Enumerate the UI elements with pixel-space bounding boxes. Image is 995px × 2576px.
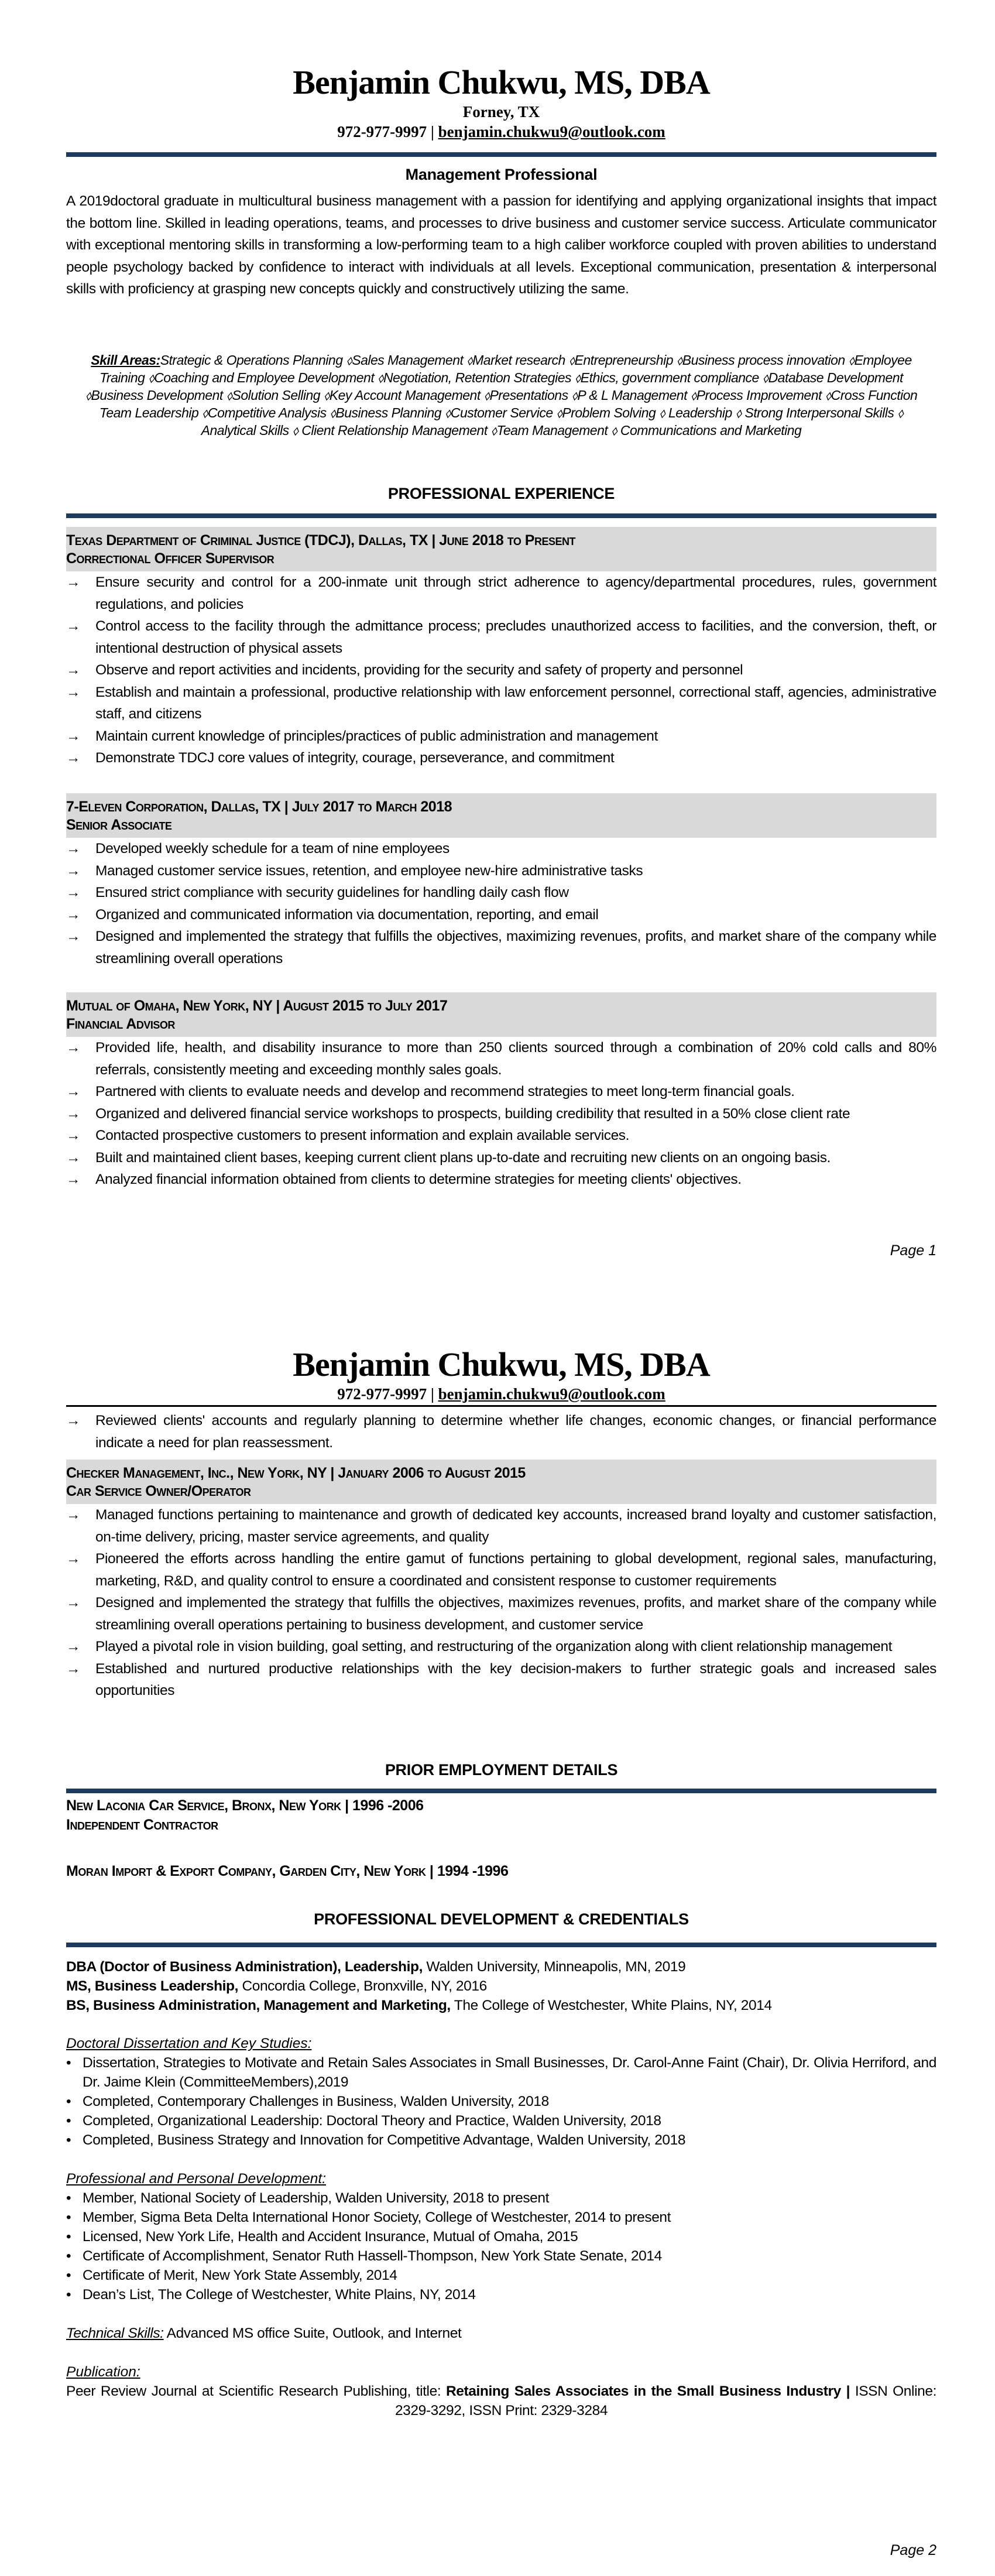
job-mutual-continued	[66, 1410, 936, 1454]
credentials-rule	[66, 1943, 936, 1947]
technical-skills-label: Technical Skills:	[66, 2325, 164, 2341]
bullet-text: Certificate of Accomplishment, Senator Ruth Hassell-Thompson, New York State Senate, 2014	[83, 2248, 662, 2264]
bullet-item	[66, 615, 936, 659]
development-label: Professional and Personal Development:	[66, 2171, 326, 2187]
degree-name: BS, Business Administration, Management and Marketing,	[66, 1998, 451, 2013]
employer: Mutual of Omaha, New York, NY | August 2015 to July 2017	[66, 998, 448, 1014]
page-number-2: Page 2	[890, 2542, 936, 2558]
bullet-text: Reviewed clients' accounts and regularly planning to determine whether life changes, economic changes, or financial performance indicate a need for plan reassessment.	[95, 1413, 936, 1451]
arrow-right-icon: →	[66, 1413, 81, 1429]
bullet-item	[66, 838, 936, 860]
bullet-text: Built and maintained client bases, keeping current client plans up-to-date and recruiting new clients on an ongoing basis.	[95, 1149, 831, 1166]
bullet-item	[66, 681, 936, 725]
publication-text	[66, 2382, 936, 2420]
technical-skills-text: Advanced MS office Suite, Outlook, and Internet	[163, 2325, 462, 2341]
prior-rule	[66, 1789, 936, 1793]
email-link[interactable]: benjamin.chukwu9@outlook.com	[438, 123, 665, 141]
bullet-text: Pioneered the efforts across handling the entire gamut of functions pertaining to global development, regional sales, manufacturing, marketing, R&D, and quality control to ensure a coordinated and consistent response to customer requirements	[95, 1551, 936, 1589]
arrow-right-icon: →	[66, 1149, 81, 1166]
arrow-right-icon: →	[66, 662, 81, 678]
job-role: Financial Advisor	[66, 1016, 175, 1032]
separator: |	[430, 1385, 434, 1403]
skill-areas-list: Strategic & Operations Planning ⬨Sales Management ⬨Market research ⬨Entrepreneurship ⬨Business process innovation ⬨Employee Training ⬨Coaching and Employee Development ⬨Negotiation, Retention Strategies ⬨Ethics, government compliance ⬨Database Development ⬨Business Development ⬨Solution Selling ⬨Key Account Management ⬨Presentations ⬨P & L Management ⬨Process Improvement ⬨Cross Function Team Leadership ⬨Competitive Analysis ⬨Business Planning ⬨Customer Service ⬨Problem Solving ⬨ Leadership ⬨ Strong Interpersonal Skills ⬨ Analytical Skills ⬨ Client Relationship Management ⬨Team Management ⬨ Communications and Marketing	[85, 352, 918, 438]
summary-text: A 2019doctoral graduate in multicultural business management with a passion for identifying and applying organizational insights that impact the bottom line. Skilled in leading operations, teams, and processes to drive business and customer service success. Articulate communicator with exceptional mentoring skills in transforming a low-performing team to a high caliber workforce coupled with proven abilities to understand people psychology backed by confidence to interact with individuals at all levels. Exceptional communication, presentation & interpersonal skills with proficiency at grasping new concepts quickly and constructively utilizing the same.	[66, 193, 936, 297]
arrow-right-icon: →	[66, 1639, 81, 1654]
credentials-title: PROFESSIONAL DEVELOPMENT & CREDENTIALS	[314, 1910, 689, 1928]
phone: 972-977-9997	[337, 123, 427, 141]
bullet-item	[66, 2092, 936, 2111]
experience-rule	[66, 513, 936, 518]
employer: Checker Management, Inc., New York, NY | January 2006 to August 2015	[66, 1465, 526, 1481]
bullet-text: Provided life, health, and disability insurance to more than 250 clients sourced through a combination of 20% cold calls and 80% referrals, consistently meeting and exceeding monthly sales goals.	[95, 1040, 936, 1078]
bullet-text: Certificate of Merit, New York State Assembly, 2014	[83, 2267, 397, 2283]
bullet-icon: •	[66, 2132, 71, 2148]
bullet-icon: •	[66, 2055, 71, 2071]
degree-school: Concordia College, Bronxville, NY, 2016	[238, 1978, 487, 1994]
bullet-icon: •	[66, 2248, 71, 2264]
bullet-item	[66, 904, 936, 926]
resume-header	[66, 63, 936, 142]
arrow-right-icon: →	[66, 750, 81, 766]
bullet-text: Observe and report activities and incidents, providing for the security and safety of property and personnel	[95, 662, 743, 678]
bullet-text: Dissertation, Strategies to Motivate and Retain Sales Associates in Small Businesses, Dr. Carol-Anne Faint (Chair), Dr. Olivia Herriford, and Dr. Jaime Klein (CommitteeMembers),2019	[83, 2055, 936, 2090]
degree-item	[66, 1996, 936, 2015]
job-role: Correctional Officer Supervisor	[66, 550, 275, 567]
publication-prefix: Peer Review Journal at Scientific Research Publishing, title:	[66, 2383, 446, 2399]
bullet-item	[66, 1147, 936, 1169]
bullet-text: Contacted prospective customers to present information and explain available services.	[95, 1128, 630, 1143]
bullet-text: Managed functions pertaining to maintenance and growth of dedicated key accounts, increased brand loyalty and customer satisfaction, on-time delivery, pricing, master service agreements, and quality	[95, 1507, 936, 1545]
job-role: Independent Contractor	[66, 1817, 218, 1833]
employer: 7-Eleven Corporation, Dallas, TX | July 2017 to March 2018	[66, 799, 452, 815]
bullet-text: Control access to the facility through the admittance process; precludes unauthorized access to facilities, and the conversion, theft, or intentional destruction of physical assets	[95, 618, 936, 656]
bullet-item	[66, 1410, 936, 1454]
arrow-right-icon: →	[66, 906, 81, 923]
arrow-right-icon: →	[66, 1551, 81, 1567]
arrow-right-icon: →	[66, 1171, 81, 1187]
job-header	[66, 793, 936, 838]
bullet-item	[66, 2188, 936, 2208]
arrow-right-icon: →	[66, 1105, 81, 1122]
email-link[interactable]: benjamin.chukwu9@outlook.com	[438, 1385, 665, 1403]
bullet-icon: •	[66, 2267, 71, 2283]
bullet-icon: •	[66, 2229, 71, 2245]
location: Forney, TX	[462, 103, 540, 121]
degree-item	[66, 1957, 936, 1976]
arrow-right-icon: →	[66, 684, 81, 700]
degree-item	[66, 1976, 936, 1996]
bullet-item	[66, 1081, 936, 1103]
page-number-1: Page 1	[890, 1242, 936, 1259]
arrow-right-icon: →	[66, 728, 81, 744]
technical-skills	[66, 2324, 936, 2343]
bullet-item	[66, 1548, 936, 1592]
candidate-name: Benjamin Chukwu, MS, DBA	[293, 1345, 710, 1383]
bullet-text: Designed and implemented the strategy that fulfills the objectives, maximizes revenues, profits, and market share of the company while streamlining overall operations pertaining to business development, and customer service	[95, 1595, 936, 1633]
bullet-icon: •	[66, 2094, 71, 2109]
arrow-right-icon: →	[66, 574, 81, 590]
bullet-text: Played a pivotal role in vision building, goal setting, and restructuring of the organization along with client relationship management	[95, 1639, 893, 1654]
bullet-icon: •	[66, 2190, 71, 2206]
bullet-item	[66, 725, 936, 748]
publication-label: Publication:	[66, 2364, 140, 2380]
skill-areas	[66, 351, 936, 439]
job-header	[66, 992, 936, 1037]
bullet-item	[66, 2285, 936, 2304]
employer: Moran Import & Export Company, Garden City, New York | 1994 -1996	[66, 1863, 509, 1879]
arrow-right-icon: →	[66, 1040, 81, 1056]
bullet-text: Ensure security and control for a 200-inmate unit through strict adherence to agency/departmental procedures, rules, government regulations, and policies	[95, 574, 936, 612]
bullet-item	[66, 2246, 936, 2266]
bullet-text: Completed, Business Strategy and Innovation for Competitive Advantage, Walden University, 2018	[83, 2132, 686, 2148]
bullet-text: Partnered with clients to evaluate needs and develop and recommend strategies to meet long-term financial goals.	[95, 1084, 795, 1099]
arrow-right-icon: →	[66, 885, 81, 900]
bullet-text: Ensured strict compliance with security guidelines for handling daily cash flow	[95, 885, 569, 900]
credentials-body	[66, 1957, 936, 2420]
bullet-text: Established and nurtured productive relationships with the key decision-makers to further strategic goals and increased sales opportunities	[95, 1660, 936, 1698]
header-rule	[66, 152, 936, 157]
bullet-item	[66, 1169, 936, 1191]
job-mutual-of-omaha	[66, 992, 936, 1191]
bullet-item	[66, 1658, 936, 1702]
bullet-item	[66, 882, 936, 904]
bullet-item	[66, 926, 936, 970]
bullet-icon: •	[66, 2287, 71, 2303]
bullet-text: Dean’s List, The College of Westchester, White Plains, NY, 2014	[83, 2287, 476, 2303]
degree-name: MS, Business Leadership,	[66, 1978, 239, 1994]
bullet-item	[66, 1592, 936, 1636]
employer: New Laconia Car Service, Bronx, New York | 1996 -2006	[66, 1797, 424, 1814]
bullet-text: Designed and implemented the strategy that fulfills the objectives, maximizing revenues, profits, and market share of the company while streamlining overall operations	[95, 929, 936, 967]
bullet-item	[66, 2266, 936, 2285]
skill-areas-label: Skill Areas:	[91, 352, 160, 368]
phone: 972-977-9997	[337, 1385, 427, 1403]
bullet-item	[66, 1125, 936, 1147]
bullet-text: Member, Sigma Beta Delta International Honor Society, College of Westchester, 2014 to present	[83, 2210, 671, 2225]
prior-title: PRIOR EMPLOYMENT DETAILS	[385, 1761, 618, 1779]
arrow-right-icon: →	[66, 929, 81, 944]
bullet-item	[66, 1504, 936, 1548]
separator: |	[430, 123, 434, 141]
prior-item	[66, 1796, 936, 1835]
publication-issn: ISSN Online: 2329-3292, ISSN Print: 2329-3284	[394, 2383, 936, 2419]
arrow-right-icon: →	[66, 862, 81, 879]
bullet-text: Analyzed financial information obtained from clients to determine strategies for meeting clients' objectives.	[95, 1171, 742, 1187]
summary-title: Management Professional	[405, 166, 598, 183]
experience-title: PROFESSIONAL EXPERIENCE	[387, 485, 615, 502]
degree-name: DBA (Doctor of Business Administration), Leadership,	[66, 1959, 423, 1975]
bullet-text: Completed, Organizational Leadership: Doctoral Theory and Practice, Walden University, 2018	[83, 2113, 661, 2129]
bullet-item	[66, 1037, 936, 1081]
dissertation-label: Doctoral Dissertation and Key Studies:	[66, 2036, 312, 2051]
job-role: Senior Associate	[66, 817, 172, 833]
prior-item	[66, 1862, 936, 1881]
job-checker-management	[66, 1460, 936, 1702]
arrow-right-icon: →	[66, 1660, 81, 1677]
job-header	[66, 1460, 936, 1504]
arrow-right-icon: →	[66, 618, 81, 634]
bullet-item	[66, 2053, 936, 2092]
arrow-right-icon: →	[66, 841, 81, 857]
arrow-right-icon: →	[66, 1084, 81, 1099]
bullet-text: Maintain current knowledge of principles/practices of public administration and management	[95, 728, 658, 744]
arrow-right-icon: →	[66, 1128, 81, 1143]
employer: Texas Department of Criminal Justice (TDCJ), Dallas, TX | June 2018 to Present	[66, 532, 575, 549]
bullet-item	[66, 659, 936, 681]
contact-line	[66, 1384, 936, 1404]
job-header	[66, 527, 936, 571]
bullet-item	[66, 2130, 936, 2150]
bullet-item	[66, 2111, 936, 2130]
bullet-text: Managed customer service issues, retention, and employee new-hire administrative tasks	[95, 862, 643, 879]
header-rule-page2	[66, 1405, 936, 1407]
bullet-item	[66, 747, 936, 769]
bullet-item	[66, 1636, 936, 1658]
resume-header-page2	[66, 1345, 936, 1404]
bullet-text: Organized and communicated information via documentation, reporting, and email	[95, 906, 599, 923]
bullet-text: Completed, Contemporary Challenges in Business, Walden University, 2018	[83, 2094, 549, 2109]
bullet-icon: •	[66, 2113, 71, 2129]
arrow-right-icon: →	[66, 1507, 81, 1523]
bullet-text: Demonstrate TDCJ core values of integrity, courage, perseverance, and commitment	[95, 750, 615, 766]
bullet-item	[66, 860, 936, 882]
degree-school: Walden University, Minneapolis, MN, 2019	[423, 1959, 686, 1975]
bullet-item	[66, 2227, 936, 2246]
bullet-item	[66, 1103, 936, 1125]
bullet-text: Licensed, New York Life, Health and Accident Insurance, Mutual of Omaha, 2015	[83, 2229, 578, 2245]
job-tdcj	[66, 527, 936, 769]
bullet-text: Member, National Society of Leadership, Walden University, 2018 to present	[83, 2190, 550, 2206]
bullet-text: Developed weekly schedule for a team of nine employees	[95, 841, 450, 857]
bullet-text: Establish and maintain a professional, productive relationship with law enforcement personnel, correctional staff, agencies, administrative staff, and citizens	[95, 684, 936, 722]
bullet-item	[66, 2208, 936, 2227]
job-role: Car Service Owner/Operator	[66, 1483, 251, 1499]
publication-title: Retaining Sales Associates in the Small Business Industry |	[445, 2383, 850, 2399]
degree-school: The College of Westchester, White Plains, NY, 2014	[450, 1998, 772, 2013]
candidate-name: Benjamin Chukwu, MS, DBA	[293, 63, 710, 101]
bullet-item	[66, 571, 936, 615]
bullet-icon: •	[66, 2210, 71, 2225]
arrow-right-icon: →	[66, 1595, 81, 1611]
contact-line	[66, 122, 936, 142]
bullet-text: Organized and delivered financial service workshops to prospects, building credibility that resulted in a 50% close client rate	[95, 1105, 850, 1122]
job-7eleven	[66, 793, 936, 970]
